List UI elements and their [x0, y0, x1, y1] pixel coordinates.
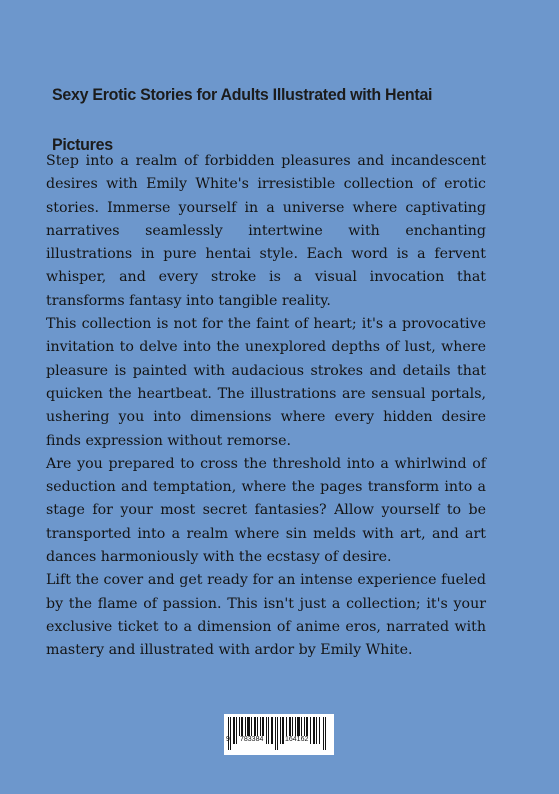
blurb-paragraph-4: Lift the cover and get ready for an intense experience fueled by the flame of passion. This isn't just a collection; it's your exclusive ticket to a dimension of anime eros, narrated with mastery and illustrated with ardor by Emily White. — [46, 572, 486, 659]
title-clip — [0, 0, 559, 154]
blurb-paragraph-1: Step into a realm of forbidden pleasures and incandescent desires with Emily White's irresistible collection of erotic stories. Immerse yourself in a universe where captivating narratives seamlessly intertwine with enchanting illustrations in pure hentai style. Each word is a fervent whisper, and every stroke is a visual invocation that transforms fantasy into tangible reality. — [46, 153, 486, 309]
blurb-paragraph-2: This collection is not for the faint of heart; it's a provocative invitation to delve into the unexplored depths of lust, where pleasure is painted with audacious strokes and details that quicken the heartbeat. The illustrations are sensual portals, ushering you into dimensions where every hidden desire finds expression without remorse. — [46, 316, 486, 449]
barcode-prefix-digit: 9 — [226, 736, 230, 743]
blurb-paragraph-3: Are you prepared to cross the threshold into a whirlwind of seduction and temptation, where the pages transform into a stage for your most secret fantasies? Allow yourself to be transported into a realm where sin melds with art, and art dances harmoniously with the ecstasy of desire. — [46, 455, 486, 566]
book-title: Sexy Erotic Stories for Adults Illustrated with Hentai Pictures — [52, 85, 433, 154]
isbn-barcode — [224, 714, 334, 755]
barcode-bars — [224, 714, 334, 755]
barcode-right-group: 164162 — [285, 736, 309, 743]
barcode-left-group: 783384 — [240, 736, 264, 743]
back-cover-blurb — [46, 150, 486, 663]
